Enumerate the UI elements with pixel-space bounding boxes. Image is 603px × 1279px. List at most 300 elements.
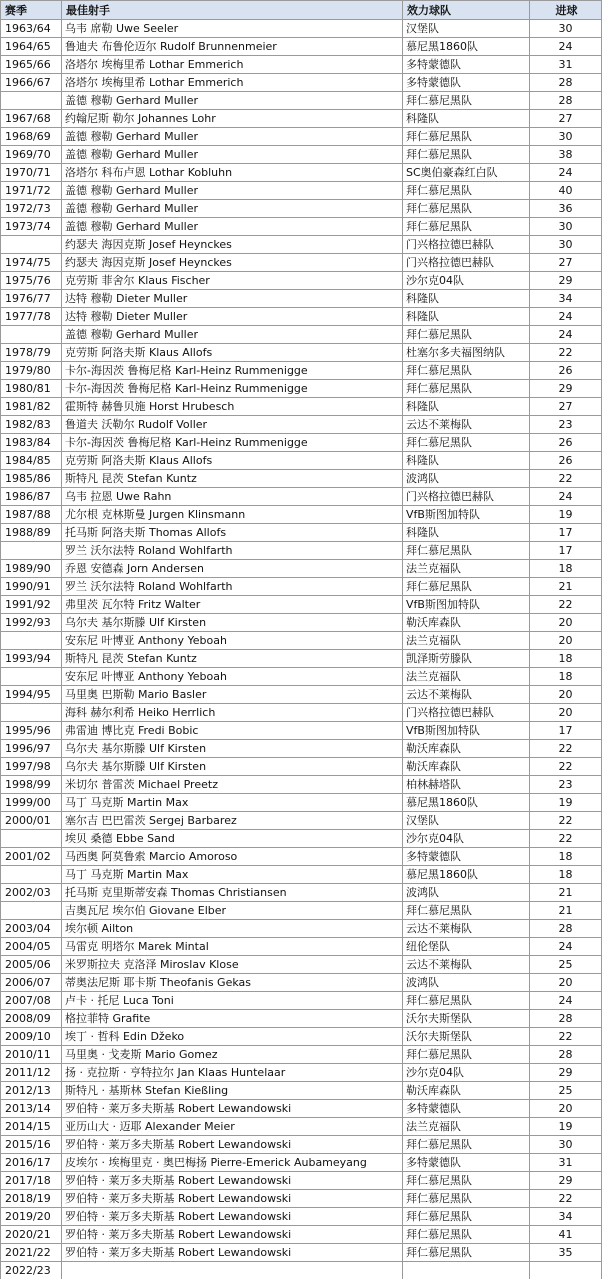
goals-cell: 20	[530, 974, 602, 992]
table-row	[1, 128, 602, 146]
club-cell	[403, 1262, 530, 1279]
player-cell: 盖德 穆勒 Gerhard Muller	[62, 200, 403, 218]
club-cell: VfB斯图加特队	[403, 722, 530, 740]
player-cell: 盖德 穆勒 Gerhard Muller	[62, 326, 403, 344]
season-cell: 1996/97	[1, 740, 62, 758]
club-cell: 汉堡队	[403, 812, 530, 830]
table-row	[1, 974, 602, 992]
goals-cell	[530, 1262, 602, 1279]
goals-cell: 24	[530, 326, 602, 344]
player-cell: 埃贝 桑德 Ebbe Sand	[62, 830, 403, 848]
club-cell: 多特蒙德队	[403, 1154, 530, 1172]
goals-cell: 20	[530, 686, 602, 704]
table-row	[1, 956, 602, 974]
player-cell: 罗伯特 · 莱万多夫斯基 Robert Lewandowski	[62, 1100, 403, 1118]
season-cell: 1976/77	[1, 290, 62, 308]
player-cell: 马里奥 巴斯勒 Mario Basler	[62, 686, 403, 704]
season-cell: 1998/99	[1, 776, 62, 794]
club-cell: 拜仁慕尼黑队	[403, 218, 530, 236]
season-cell: 1984/85	[1, 452, 62, 470]
goals-cell: 24	[530, 164, 602, 182]
table-row	[1, 92, 602, 110]
goals-cell: 21	[530, 902, 602, 920]
player-cell: 斯特凡 昆茨 Stefan Kuntz	[62, 650, 403, 668]
club-cell: 波鸿队	[403, 974, 530, 992]
club-cell: 慕尼黑1860队	[403, 866, 530, 884]
goals-cell: 22	[530, 758, 602, 776]
season-cell: 1974/75	[1, 254, 62, 272]
player-cell: 盖德 穆勒 Gerhard Muller	[62, 182, 403, 200]
season-cell: 1967/68	[1, 110, 62, 128]
table-row	[1, 866, 602, 884]
player-cell: 约翰尼斯 勒尔 Johannes Lohr	[62, 110, 403, 128]
goals-cell: 29	[530, 1064, 602, 1082]
player-cell: 盖德 穆勒 Gerhard Muller	[62, 146, 403, 164]
table-body	[1, 20, 602, 1279]
goals-cell: 41	[530, 1226, 602, 1244]
season-cell: 2018/19	[1, 1190, 62, 1208]
season-cell: 2020/21	[1, 1226, 62, 1244]
club-cell: 勒沃库森队	[403, 758, 530, 776]
table-row	[1, 650, 602, 668]
table-row	[1, 1064, 602, 1082]
season-cell: 2015/16	[1, 1136, 62, 1154]
club-cell: 云达不莱梅队	[403, 416, 530, 434]
player-cell: 乌尔夫 基尔斯滕 Ulf Kirsten	[62, 614, 403, 632]
player-cell: 斯特凡 · 基斯林 Stefan Kießling	[62, 1082, 403, 1100]
goals-cell: 20	[530, 632, 602, 650]
goals-cell: 17	[530, 542, 602, 560]
season-cell: 1985/86	[1, 470, 62, 488]
table-row	[1, 110, 602, 128]
player-cell: 达特 穆勒 Dieter Muller	[62, 290, 403, 308]
player-cell: 罗伯特 · 莱万多夫斯基 Robert Lewandowski	[62, 1172, 403, 1190]
season-cell: 2014/15	[1, 1118, 62, 1136]
club-cell: 拜仁慕尼黑队	[403, 992, 530, 1010]
club-cell: 科隆队	[403, 452, 530, 470]
club-cell: 拜仁慕尼黑队	[403, 1172, 530, 1190]
club-cell: 云达不莱梅队	[403, 956, 530, 974]
season-cell	[1, 902, 62, 920]
table-row	[1, 416, 602, 434]
header-goals: 进球	[530, 1, 602, 20]
goals-cell: 30	[530, 20, 602, 38]
season-cell: 1965/66	[1, 56, 62, 74]
player-cell: 尤尔根 克林斯曼 Jurgen Klinsmann	[62, 506, 403, 524]
player-cell: 克劳斯 菲舍尔 Klaus Fischer	[62, 272, 403, 290]
player-cell: 罗兰 沃尔法特 Roland Wohlfarth	[62, 542, 403, 560]
goals-cell: 29	[530, 272, 602, 290]
goals-cell: 18	[530, 866, 602, 884]
table-row	[1, 326, 602, 344]
player-cell: 埃丁 · 哲科 Edin Džeko	[62, 1028, 403, 1046]
club-cell: 法兰克福队	[403, 668, 530, 686]
table-row	[1, 902, 602, 920]
goals-cell: 21	[530, 884, 602, 902]
goals-cell: 20	[530, 704, 602, 722]
season-cell: 1978/79	[1, 344, 62, 362]
player-cell: 罗伯特 · 莱万多夫斯基 Robert Lewandowski	[62, 1226, 403, 1244]
player-cell: 马里奥 · 戈麦斯 Mario Gomez	[62, 1046, 403, 1064]
season-cell: 1977/78	[1, 308, 62, 326]
player-cell: 达特 穆勒 Dieter Muller	[62, 308, 403, 326]
season-cell: 2022/23	[1, 1262, 62, 1279]
table-row	[1, 596, 602, 614]
player-cell: 罗伯特 · 莱万多夫斯基 Robert Lewandowski	[62, 1190, 403, 1208]
goals-cell: 28	[530, 920, 602, 938]
goals-cell: 24	[530, 308, 602, 326]
player-cell: 卢卡 · 托尼 Luca Toni	[62, 992, 403, 1010]
season-cell: 2009/10	[1, 1028, 62, 1046]
season-cell: 2007/08	[1, 992, 62, 1010]
club-cell: 沃尔夫斯堡队	[403, 1010, 530, 1028]
club-cell: VfB斯图加特队	[403, 506, 530, 524]
table-row	[1, 380, 602, 398]
club-cell: 拜仁慕尼黑队	[403, 182, 530, 200]
season-cell: 2008/09	[1, 1010, 62, 1028]
club-cell: 科隆队	[403, 308, 530, 326]
club-cell: 拜仁慕尼黑队	[403, 1226, 530, 1244]
season-cell: 2012/13	[1, 1082, 62, 1100]
goals-cell: 18	[530, 848, 602, 866]
season-cell: 1982/83	[1, 416, 62, 434]
player-cell: 盖德 穆勒 Gerhard Muller	[62, 128, 403, 146]
table-row	[1, 524, 602, 542]
table-row	[1, 1244, 602, 1262]
goals-cell: 20	[530, 1100, 602, 1118]
season-cell	[1, 704, 62, 722]
player-cell: 塞尔吉 巴巴雷茨 Sergej Barbarez	[62, 812, 403, 830]
player-cell: 罗伯特 · 莱万多夫斯基 Robert Lewandowski	[62, 1136, 403, 1154]
goals-cell: 20	[530, 614, 602, 632]
goals-cell: 30	[530, 236, 602, 254]
goals-cell: 22	[530, 596, 602, 614]
season-cell: 2016/17	[1, 1154, 62, 1172]
season-cell: 2004/05	[1, 938, 62, 956]
goals-cell: 18	[530, 560, 602, 578]
club-cell: 拜仁慕尼黑队	[403, 326, 530, 344]
table-row	[1, 56, 602, 74]
season-cell: 2003/04	[1, 920, 62, 938]
player-cell: 卡尔-海因茨 鲁梅尼格 Karl-Heinz Rummenigge	[62, 434, 403, 452]
season-cell	[1, 632, 62, 650]
player-cell: 乔恩 安德森 Jorn Andersen	[62, 560, 403, 578]
table-row	[1, 920, 602, 938]
club-cell: 门兴格拉德巴赫队	[403, 704, 530, 722]
table-row	[1, 794, 602, 812]
club-cell: 沙尔克04队	[403, 1064, 530, 1082]
club-cell: 多特蒙德队	[403, 56, 530, 74]
player-cell: 格拉菲特 Grafite	[62, 1010, 403, 1028]
goals-cell: 26	[530, 362, 602, 380]
table-row	[1, 398, 602, 416]
goals-cell: 19	[530, 1118, 602, 1136]
season-cell: 1999/00	[1, 794, 62, 812]
season-cell	[1, 326, 62, 344]
table-row	[1, 164, 602, 182]
table-row	[1, 506, 602, 524]
goals-cell: 17	[530, 524, 602, 542]
table-row	[1, 290, 602, 308]
season-cell	[1, 830, 62, 848]
club-cell: 科隆队	[403, 290, 530, 308]
player-cell: 斯特凡 昆茨 Stefan Kuntz	[62, 470, 403, 488]
season-cell: 1972/73	[1, 200, 62, 218]
club-cell: 拜仁慕尼黑队	[403, 146, 530, 164]
goals-cell: 18	[530, 650, 602, 668]
table-row	[1, 1100, 602, 1118]
table-row	[1, 938, 602, 956]
season-cell: 2010/11	[1, 1046, 62, 1064]
club-cell: 云达不莱梅队	[403, 686, 530, 704]
player-cell: 马雷克 明塔尔 Marek Mintal	[62, 938, 403, 956]
club-cell: 拜仁慕尼黑队	[403, 380, 530, 398]
table-row	[1, 254, 602, 272]
player-cell: 安东尼 叶博亚 Anthony Yeboah	[62, 668, 403, 686]
goals-cell: 22	[530, 470, 602, 488]
goals-cell: 28	[530, 1046, 602, 1064]
goals-cell: 38	[530, 146, 602, 164]
season-cell: 1989/90	[1, 560, 62, 578]
season-cell: 1992/93	[1, 614, 62, 632]
table-row	[1, 308, 602, 326]
table-row	[1, 344, 602, 362]
season-cell	[1, 668, 62, 686]
player-cell: 卡尔-海因茨 鲁梅尼格 Karl-Heinz Rummenigge	[62, 380, 403, 398]
table-row	[1, 452, 602, 470]
player-cell: 洛塔尔 科布卢恩 Lothar Kobluhn	[62, 164, 403, 182]
season-cell: 2011/12	[1, 1064, 62, 1082]
table-row	[1, 1136, 602, 1154]
table-row	[1, 722, 602, 740]
season-cell: 1971/72	[1, 182, 62, 200]
header-player: 最佳射手	[62, 1, 403, 20]
table-row	[1, 20, 602, 38]
goals-cell: 23	[530, 416, 602, 434]
goals-cell: 22	[530, 344, 602, 362]
goals-cell: 22	[530, 1190, 602, 1208]
player-cell: 弗里茨 瓦尔特 Fritz Walter	[62, 596, 403, 614]
player-cell: 马丁 马克斯 Martin Max	[62, 866, 403, 884]
club-cell: 拜仁慕尼黑队	[403, 542, 530, 560]
goals-cell: 30	[530, 128, 602, 146]
table-row	[1, 992, 602, 1010]
goals-cell: 23	[530, 776, 602, 794]
table-row	[1, 686, 602, 704]
player-cell: 乌尔夫 基尔斯滕 Ulf Kirsten	[62, 740, 403, 758]
player-cell: 蒂奥法尼斯 耶卡斯 Theofanis Gekas	[62, 974, 403, 992]
club-cell: 勒沃库森队	[403, 740, 530, 758]
season-cell: 2019/20	[1, 1208, 62, 1226]
player-cell: 乌韦 席勒 Uwe Seeler	[62, 20, 403, 38]
season-cell	[1, 542, 62, 560]
table-row	[1, 272, 602, 290]
season-cell: 1991/92	[1, 596, 62, 614]
player-cell: 海科 赫尔利希 Heiko Herrlich	[62, 704, 403, 722]
season-cell: 1994/95	[1, 686, 62, 704]
table-row	[1, 776, 602, 794]
season-cell	[1, 236, 62, 254]
player-cell: 霍斯特 赫鲁贝施 Horst Hrubesch	[62, 398, 403, 416]
player-cell: 乌尔夫 基尔斯滕 Ulf Kirsten	[62, 758, 403, 776]
goals-cell: 28	[530, 1010, 602, 1028]
table-row	[1, 704, 602, 722]
player-cell: 克劳斯 阿洛夫斯 Klaus Allofs	[62, 344, 403, 362]
table-row	[1, 218, 602, 236]
player-cell: 罗伯特 · 莱万多夫斯基 Robert Lewandowski	[62, 1208, 403, 1226]
player-cell: 马西奥 阿莫鲁索 Marcio Amoroso	[62, 848, 403, 866]
table-row	[1, 470, 602, 488]
player-cell: 安东尼 叶博亚 Anthony Yeboah	[62, 632, 403, 650]
season-cell: 2005/06	[1, 956, 62, 974]
club-cell: 多特蒙德队	[403, 74, 530, 92]
table-row	[1, 362, 602, 380]
player-cell: 鲁道夫 沃勒尔 Rudolf Voller	[62, 416, 403, 434]
table-row	[1, 884, 602, 902]
goals-cell: 40	[530, 182, 602, 200]
table-row	[1, 1010, 602, 1028]
club-cell: 科隆队	[403, 524, 530, 542]
club-cell: 门兴格拉德巴赫队	[403, 254, 530, 272]
season-cell: 1973/74	[1, 218, 62, 236]
table-row	[1, 812, 602, 830]
table-row	[1, 1226, 602, 1244]
club-cell: 慕尼黑1860队	[403, 38, 530, 56]
club-cell: 慕尼黑1860队	[403, 794, 530, 812]
table-row	[1, 1082, 602, 1100]
club-cell: 云达不莱梅队	[403, 920, 530, 938]
player-cell: 乌韦 拉恩 Uwe Rahn	[62, 488, 403, 506]
goals-cell: 22	[530, 830, 602, 848]
table-row	[1, 1208, 602, 1226]
season-cell	[1, 866, 62, 884]
season-cell: 1980/81	[1, 380, 62, 398]
player-cell: 盖德 穆勒 Gerhard Muller	[62, 218, 403, 236]
club-cell: 凯泽斯劳滕队	[403, 650, 530, 668]
goals-cell: 29	[530, 380, 602, 398]
table-row	[1, 848, 602, 866]
club-cell: 法兰克福队	[403, 632, 530, 650]
club-cell: 拜仁慕尼黑队	[403, 1136, 530, 1154]
season-cell: 2017/18	[1, 1172, 62, 1190]
table-row	[1, 74, 602, 92]
player-cell: 托马斯 克里斯蒂安森 Thomas Christiansen	[62, 884, 403, 902]
table-row	[1, 1118, 602, 1136]
player-cell: 米切尔 普雷茨 Michael Preetz	[62, 776, 403, 794]
player-cell: 埃尔顿 Ailton	[62, 920, 403, 938]
player-cell: 弗雷迪 博比克 Fredi Bobic	[62, 722, 403, 740]
season-cell: 1990/91	[1, 578, 62, 596]
club-cell: 拜仁慕尼黑队	[403, 1244, 530, 1262]
goals-cell: 28	[530, 92, 602, 110]
club-cell: 波鸿队	[403, 470, 530, 488]
goals-cell: 30	[530, 218, 602, 236]
club-cell: 拜仁慕尼黑队	[403, 434, 530, 452]
club-cell: 波鸿队	[403, 884, 530, 902]
goals-cell: 22	[530, 812, 602, 830]
goals-cell: 22	[530, 740, 602, 758]
player-cell: 亚历山大 · 迈耶 Alexander Meier	[62, 1118, 403, 1136]
club-cell: 沙尔克04队	[403, 830, 530, 848]
season-cell: 1970/71	[1, 164, 62, 182]
goals-cell: 21	[530, 578, 602, 596]
player-cell: 洛塔尔 埃梅里希 Lothar Emmerich	[62, 74, 403, 92]
goals-cell: 30	[530, 1136, 602, 1154]
table-row	[1, 614, 602, 632]
season-cell: 1995/96	[1, 722, 62, 740]
table-row	[1, 560, 602, 578]
player-cell: 罗伯特 · 莱万多夫斯基 Robert Lewandowski	[62, 1244, 403, 1262]
goals-cell: 34	[530, 1208, 602, 1226]
club-cell: 门兴格拉德巴赫队	[403, 236, 530, 254]
club-cell: 杜塞尔多夫福图纳队	[403, 344, 530, 362]
goals-cell: 25	[530, 1082, 602, 1100]
table-row	[1, 668, 602, 686]
goals-cell: 35	[530, 1244, 602, 1262]
player-cell: 约瑟夫 海因克斯 Josef Heynckes	[62, 236, 403, 254]
table-row	[1, 1172, 602, 1190]
season-cell: 2021/22	[1, 1244, 62, 1262]
goals-cell: 19	[530, 506, 602, 524]
table-row	[1, 740, 602, 758]
season-cell: 1964/65	[1, 38, 62, 56]
club-cell: 拜仁慕尼黑队	[403, 128, 530, 146]
season-cell: 2013/14	[1, 1100, 62, 1118]
player-cell: 克劳斯 阿洛夫斯 Klaus Allofs	[62, 452, 403, 470]
goals-cell: 31	[530, 1154, 602, 1172]
club-cell: 柏林赫塔队	[403, 776, 530, 794]
club-cell: 拜仁慕尼黑队	[403, 578, 530, 596]
player-cell: 洛塔尔 埃梅里希 Lothar Emmerich	[62, 56, 403, 74]
club-cell: 勒沃库森队	[403, 1082, 530, 1100]
season-cell: 1966/67	[1, 74, 62, 92]
goals-cell: 24	[530, 992, 602, 1010]
season-cell: 1963/64	[1, 20, 62, 38]
club-cell: 拜仁慕尼黑队	[403, 200, 530, 218]
season-cell: 1987/88	[1, 506, 62, 524]
player-cell: 鲁迪夫 布鲁伦迈尔 Rudolf Brunnenmeier	[62, 38, 403, 56]
goals-cell: 27	[530, 110, 602, 128]
goals-cell: 27	[530, 254, 602, 272]
club-cell: SC奥伯豪森红白队	[403, 164, 530, 182]
club-cell: 拜仁慕尼黑队	[403, 1046, 530, 1064]
club-cell: 拜仁慕尼黑队	[403, 902, 530, 920]
club-cell: 门兴格拉德巴赫队	[403, 488, 530, 506]
goals-cell: 29	[530, 1172, 602, 1190]
club-cell: 科隆队	[403, 110, 530, 128]
header-season: 赛季	[1, 1, 62, 20]
goals-cell: 28	[530, 74, 602, 92]
club-cell: 科隆队	[403, 398, 530, 416]
club-cell: 汉堡队	[403, 20, 530, 38]
season-cell: 1975/76	[1, 272, 62, 290]
table-row	[1, 830, 602, 848]
club-cell: 拜仁慕尼黑队	[403, 1208, 530, 1226]
goals-cell: 31	[530, 56, 602, 74]
season-cell: 2002/03	[1, 884, 62, 902]
table-row	[1, 1190, 602, 1208]
club-cell: VfB斯图加特队	[403, 596, 530, 614]
table-row	[1, 1262, 602, 1279]
table-row	[1, 632, 602, 650]
goals-cell: 19	[530, 794, 602, 812]
season-cell: 1979/80	[1, 362, 62, 380]
player-cell: 盖德 穆勒 Gerhard Muller	[62, 92, 403, 110]
table-row	[1, 542, 602, 560]
club-cell: 纽伦堡队	[403, 938, 530, 956]
table-row	[1, 1046, 602, 1064]
goals-cell: 18	[530, 668, 602, 686]
